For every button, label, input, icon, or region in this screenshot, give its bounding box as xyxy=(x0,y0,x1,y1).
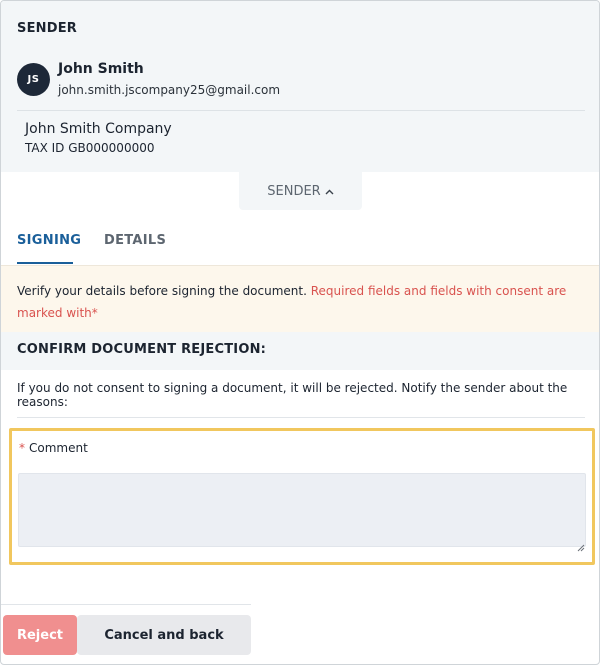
chevron-up-icon xyxy=(325,185,334,198)
notice-text: Verify your details before signing the document. xyxy=(17,284,311,298)
comment-label xyxy=(19,441,88,455)
tab-signing[interactable]: SIGNING xyxy=(17,233,82,248)
rejection-text: If you do not consent to signing a document, it will be rejected. Notify the sender about the reasons: xyxy=(17,381,568,409)
sender-collapse-label: SENDER xyxy=(267,183,321,199)
tab-bar xyxy=(1,229,599,265)
notice-required-text: Required fields and fields with consent are marked with* xyxy=(17,284,567,320)
tax-id: TAX ID GB000000000 xyxy=(25,141,155,155)
footer-divider xyxy=(1,604,251,605)
sender-email: john.smith.jscompany25@gmail.com xyxy=(58,83,281,97)
comment-label-text: Comment xyxy=(29,441,88,455)
verification-notice xyxy=(1,265,599,332)
resize-grip-icon[interactable] xyxy=(576,537,585,546)
comment-input[interactable] xyxy=(18,473,586,547)
comment-field-highlight xyxy=(9,428,595,565)
content-divider xyxy=(17,417,585,418)
sender-divider xyxy=(17,110,585,111)
reject-button[interactable]: Reject xyxy=(3,615,77,655)
cancel-and-back-button[interactable]: Cancel and back xyxy=(77,615,251,655)
sender-heading: SENDER xyxy=(17,21,78,36)
company-name: John Smith Company xyxy=(25,121,172,137)
avatar: JS xyxy=(17,63,50,96)
sender-collapse-button[interactable] xyxy=(239,172,362,210)
active-tab-indicator xyxy=(17,262,73,264)
sender-panel xyxy=(1,1,599,172)
tab-details[interactable]: DETAILS xyxy=(104,233,167,248)
rejection-heading: CONFIRM DOCUMENT REJECTION: xyxy=(1,332,599,370)
sender-name: John Smith xyxy=(58,61,144,77)
required-marker: * xyxy=(19,441,25,455)
